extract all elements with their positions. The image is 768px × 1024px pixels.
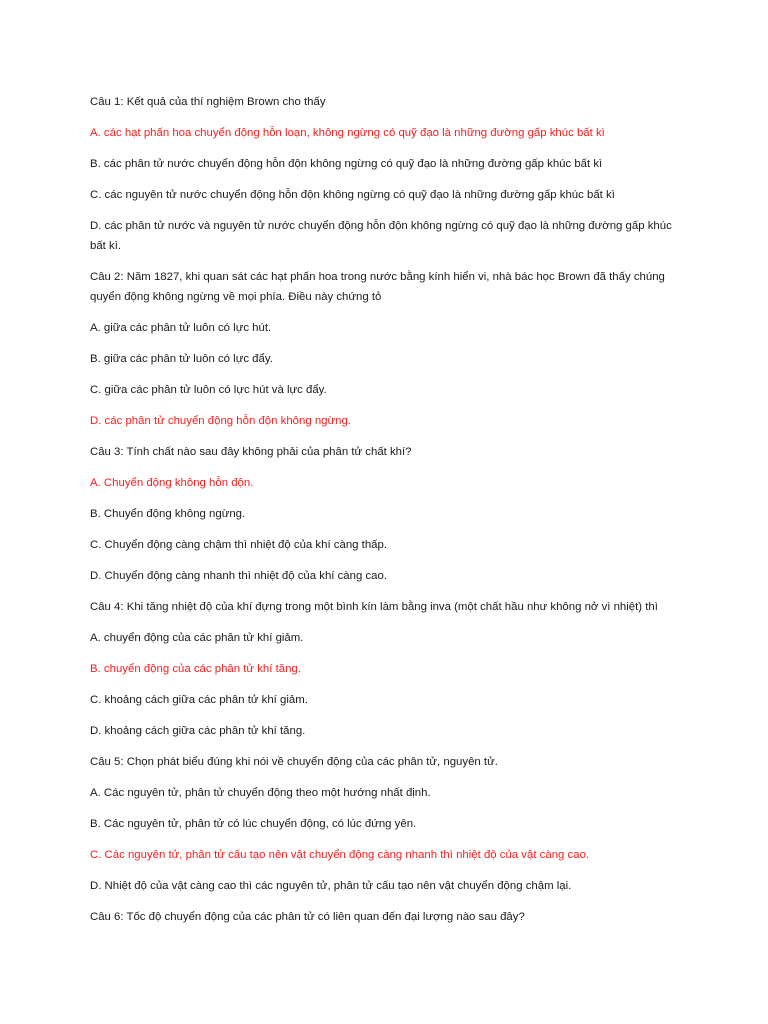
question-2-option-c: C. giữa các phân tử luôn có lực hút và lực đẩy. xyxy=(90,384,327,396)
question-3-option-d: D. Chuyển động càng nhanh thì nhiệt độ của khí càng cao. xyxy=(90,570,388,582)
question-5-option-a: A. Các nguyên tử, phân tử chuyển động theo một hướng nhất định. xyxy=(90,787,431,799)
question-4-option-a: A. chuyển động của các phân tử khí giảm. xyxy=(90,632,304,644)
question-5-option-d: D. Nhiệt độ của vật càng cao thì các nguyên tử, phân tử cấu tạo nên vật chuyển động chậm lại. xyxy=(90,880,572,892)
question-1-option-a: A. các hạt phấn hoa chuyển động hỗn loạn, không ngừng có quỹ đạo là những đường gấp khúc bất kì xyxy=(90,127,605,139)
question-5-stem: Câu 5: Chọn phát biểu đúng khi nói về chuyển động của các phân tử, nguyên tử. xyxy=(90,756,498,768)
question-2-stem: Câu 2: Năm 1827, khi quan sát các hạt phấn hoa trong nước bằng kính hiển vi, nhà bác học Brown đã thấy chúng quyển động không ngừng về mọi phía. Điều này chứng tỏ xyxy=(90,271,665,303)
question-1-option-d: D. các phân tử nước và nguyên tử nước chuyển động hỗn độn không ngừng có quỹ đạo là những đường gấp khúc bất kì. xyxy=(90,220,672,252)
question-4-option-c: C. khoảng cách giữa các phân tử khí giảm. xyxy=(90,694,308,706)
question-3-stem: Câu 3: Tính chất nào sau đây không phải của phân tử chất khí? xyxy=(90,446,412,458)
question-1-option-c: C. các nguyên tử nước chuyển động hỗn độn không ngừng có quỹ đạo là những đường gấp khúc bất kì xyxy=(90,189,615,201)
question-4-option-b: B. chuyển động của các phân tử khí tăng. xyxy=(90,663,301,675)
question-3-option-b: B. Chuyển động không ngừng. xyxy=(90,508,246,520)
question-3-option-a: A. Chuyển động không hỗn độn. xyxy=(90,477,254,489)
question-6-stem: Câu 6: Tốc độ chuyển động của các phân tử có liên quan đến đại lượng nào sau đây? xyxy=(90,911,525,923)
question-4-stem: Câu 4: Khi tăng nhiệt độ của khí đựng trong một bình kín làm bằng inva (một chất hầu như không nở vì nhiệt) thì xyxy=(90,601,658,613)
document-body xyxy=(90,92,680,938)
question-2-option-a: A. giữa các phân tử luôn có lực hút. xyxy=(90,322,272,334)
question-3-option-c: C. Chuyển động càng chậm thì nhiệt độ của khí càng thấp. xyxy=(90,539,387,551)
question-5-option-b: B. Các nguyên tử, phân tử có lúc chuyển động, có lúc đứng yên. xyxy=(90,818,417,830)
question-1-option-b: B. các phân tử nước chuyển động hỗn độn không ngừng có quỹ đạo là những đường gấp khúc bất kì xyxy=(90,158,603,170)
question-2-option-d: D. các phân tử chuyển động hỗn độn không ngừng. xyxy=(90,415,351,427)
question-2-option-b: B. giữa các phân tử luôn có lực đẩy. xyxy=(90,353,273,365)
question-4-option-d: D. khoảng cách giữa các phân tử khí tăng. xyxy=(90,725,306,737)
question-1-stem: Câu 1: Kết quả của thí nghiệm Brown cho thấy xyxy=(90,96,326,108)
question-5-option-c: C. Các nguyên tử, phân tử cấu tạo nên vật chuyển động càng nhanh thì nhiệt độ của vật càng cao. xyxy=(90,849,590,861)
